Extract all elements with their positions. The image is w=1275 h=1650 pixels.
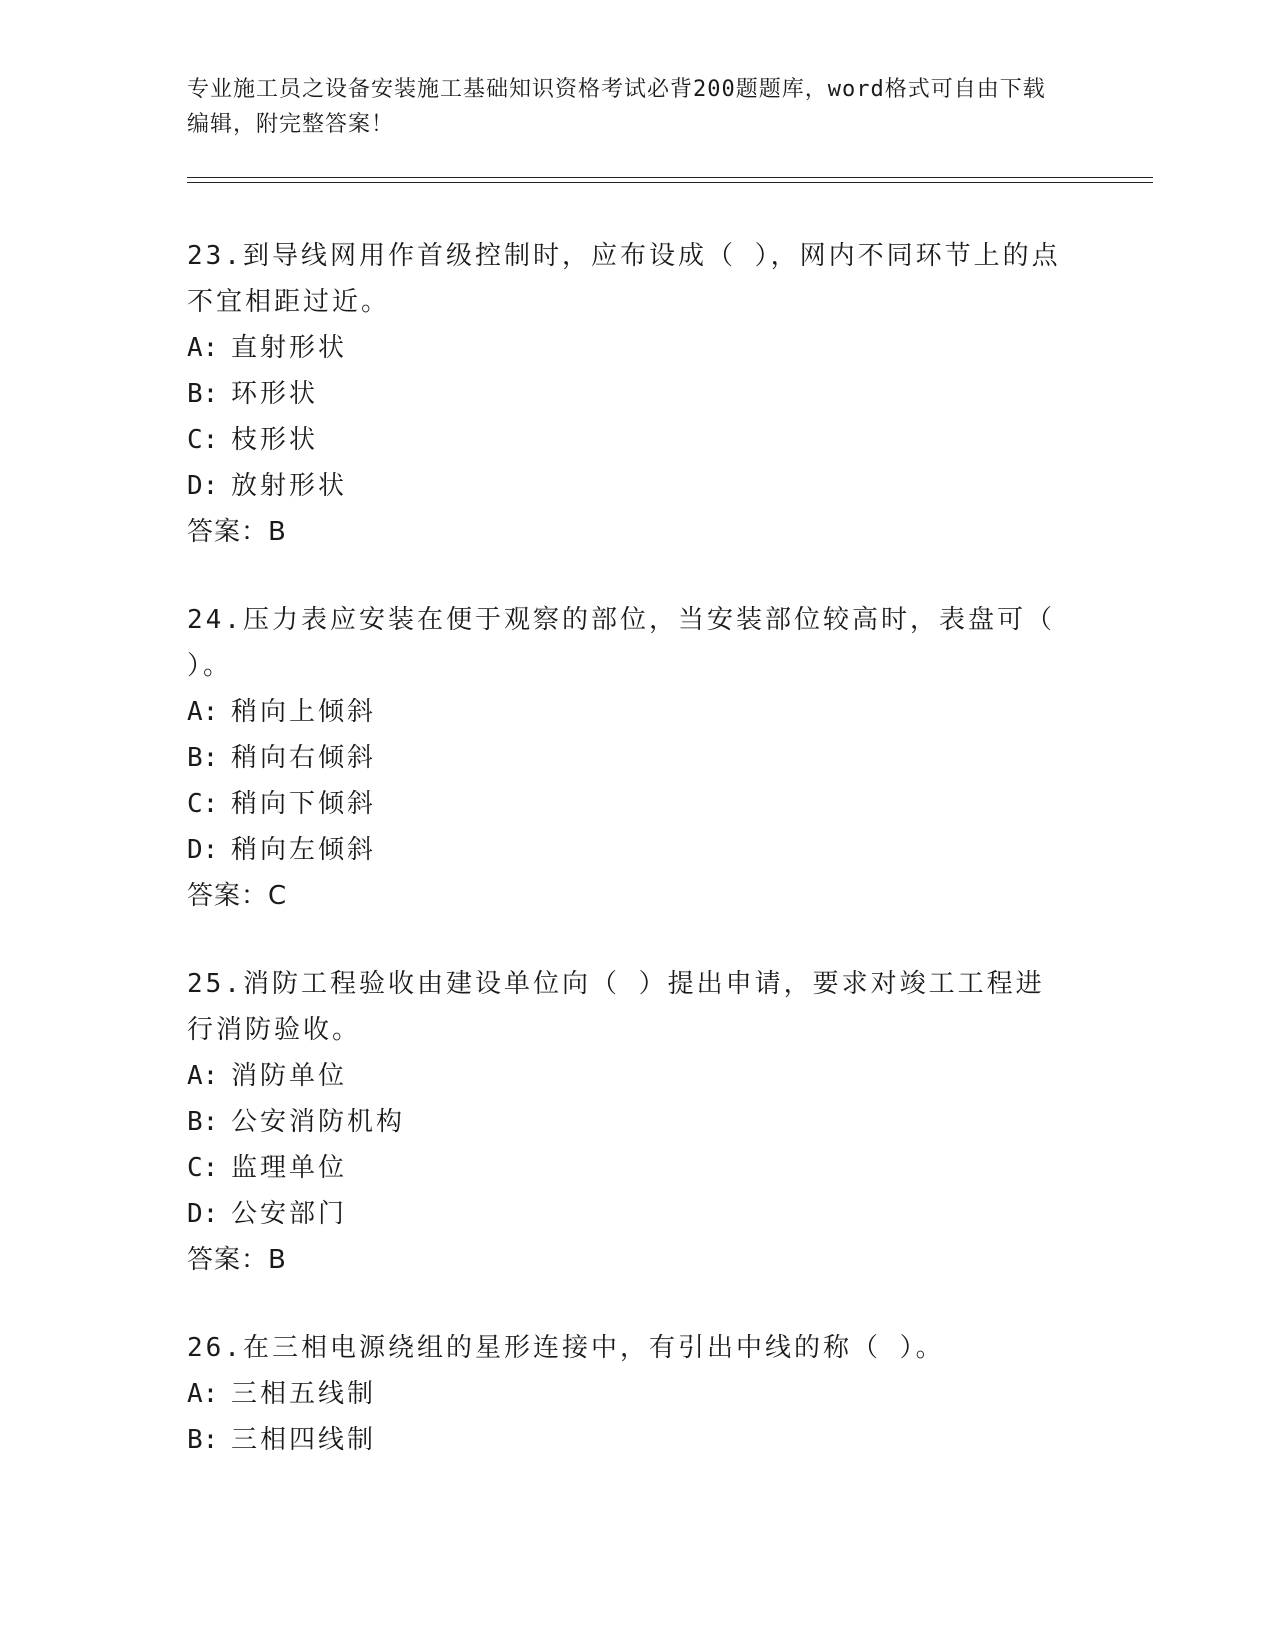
question-stem (187, 1325, 1067, 1371)
question-24 (187, 597, 1067, 919)
option-d (187, 827, 1067, 873)
option-key: A: (187, 333, 219, 363)
option-key: D: (187, 835, 219, 865)
option-key: D: (187, 1199, 219, 1229)
option-key: B: (187, 743, 219, 773)
option-key: B: (187, 379, 219, 409)
option-text: 稍向左倾斜 (231, 835, 377, 865)
document-header: 专业施工员之设备安装施工基础知识资格考试必背200题题库，word格式可自由下载编辑，附完整答案！ (187, 77, 1046, 137)
option-text: 稍向上倾斜 (231, 697, 377, 727)
option-b (187, 1417, 1067, 1463)
option-text: 监理单位 (231, 1153, 348, 1183)
option-key: D: (187, 471, 219, 501)
option-a (187, 1053, 1067, 1099)
option-text: 直射形状 (231, 333, 348, 363)
option-text: 三相四线制 (231, 1425, 377, 1455)
option-c (187, 781, 1067, 827)
answer: 答案：B (187, 1245, 287, 1275)
option-d (187, 463, 1067, 509)
option-a (187, 1371, 1067, 1417)
answer: 答案：C (187, 881, 288, 911)
question-text: 在三相电源绕组的星形连接中，有引出中线的称（ ）。 (242, 1333, 945, 1363)
option-text: 公安消防机构 (231, 1107, 406, 1137)
option-a (187, 325, 1067, 371)
option-text: 稍向下倾斜 (231, 789, 377, 819)
question-stem (187, 961, 1067, 1053)
header-divider-bottom (187, 182, 1153, 183)
question-text: 消防工程验收由建设单位向（ ）提出申请，要求对竣工工程进行消防验收。 (187, 969, 1045, 1045)
question-25 (187, 961, 1067, 1283)
option-key: A: (187, 1379, 219, 1409)
question-stem (187, 233, 1067, 325)
option-key: C: (187, 425, 219, 455)
option-d (187, 1191, 1067, 1237)
question-26 (187, 1325, 1067, 1463)
option-c (187, 1145, 1067, 1191)
answer: 答案：B (187, 517, 287, 547)
option-key: C: (187, 1153, 219, 1183)
option-key: B: (187, 1107, 219, 1137)
option-key: B: (187, 1425, 219, 1455)
option-text: 放射形状 (231, 471, 348, 501)
option-a (187, 689, 1067, 735)
question-stem (187, 597, 1067, 689)
option-b (187, 1099, 1067, 1145)
option-text: 三相五线制 (231, 1379, 377, 1409)
option-key: C: (187, 789, 219, 819)
option-text: 公安部门 (231, 1199, 348, 1229)
header-divider-top (187, 177, 1153, 178)
option-text: 环形状 (231, 379, 319, 409)
option-text: 消防单位 (231, 1061, 348, 1091)
question-text: 到导线网用作首级控制时，应布设成（ ），网内不同环节上的点不宜相距过近。 (187, 241, 1061, 317)
question-number: 23. (187, 241, 243, 271)
question-number: 24. (187, 605, 243, 635)
option-b (187, 371, 1067, 417)
question-number: 25. (187, 969, 243, 999)
option-c (187, 417, 1067, 463)
option-key: A: (187, 697, 219, 727)
option-key: A: (187, 1061, 219, 1091)
question-number: 26. (187, 1333, 243, 1363)
question-text: 压力表应安装在便于观察的部位，当安装部位较高时，表盘可（ ）。 (187, 605, 1055, 681)
option-text: 枝形状 (231, 425, 319, 455)
option-b (187, 735, 1067, 781)
option-text: 稍向右倾斜 (231, 743, 377, 773)
question-23 (187, 233, 1067, 555)
